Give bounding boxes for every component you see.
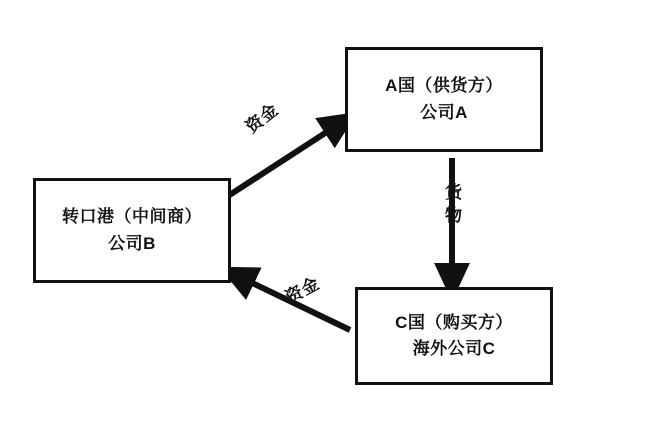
node-buyer-c-line1: C国（购买方） <box>395 312 513 332</box>
node-buyer-c-line2: 海外公司C <box>412 339 496 358</box>
edge-label-goods-a-to-c: 货物 <box>445 183 463 225</box>
node-buyer-c <box>355 287 553 385</box>
node-transit-b-line2: 公司B <box>108 233 156 253</box>
edge-label-funds-b-to-a: 资金 <box>242 99 283 137</box>
node-transit-b <box>33 178 231 283</box>
node-supplier-a-line1: A国（供货方） <box>385 76 503 96</box>
arrow-funds-b-to-a <box>228 126 336 196</box>
node-supplier-a <box>345 47 543 152</box>
edge-label-funds-c-to-b: 资金 <box>282 273 324 308</box>
node-supplier-a-line2: 公司A <box>420 102 468 122</box>
node-transit-b-line1: 转口港（中间商） <box>62 207 202 227</box>
